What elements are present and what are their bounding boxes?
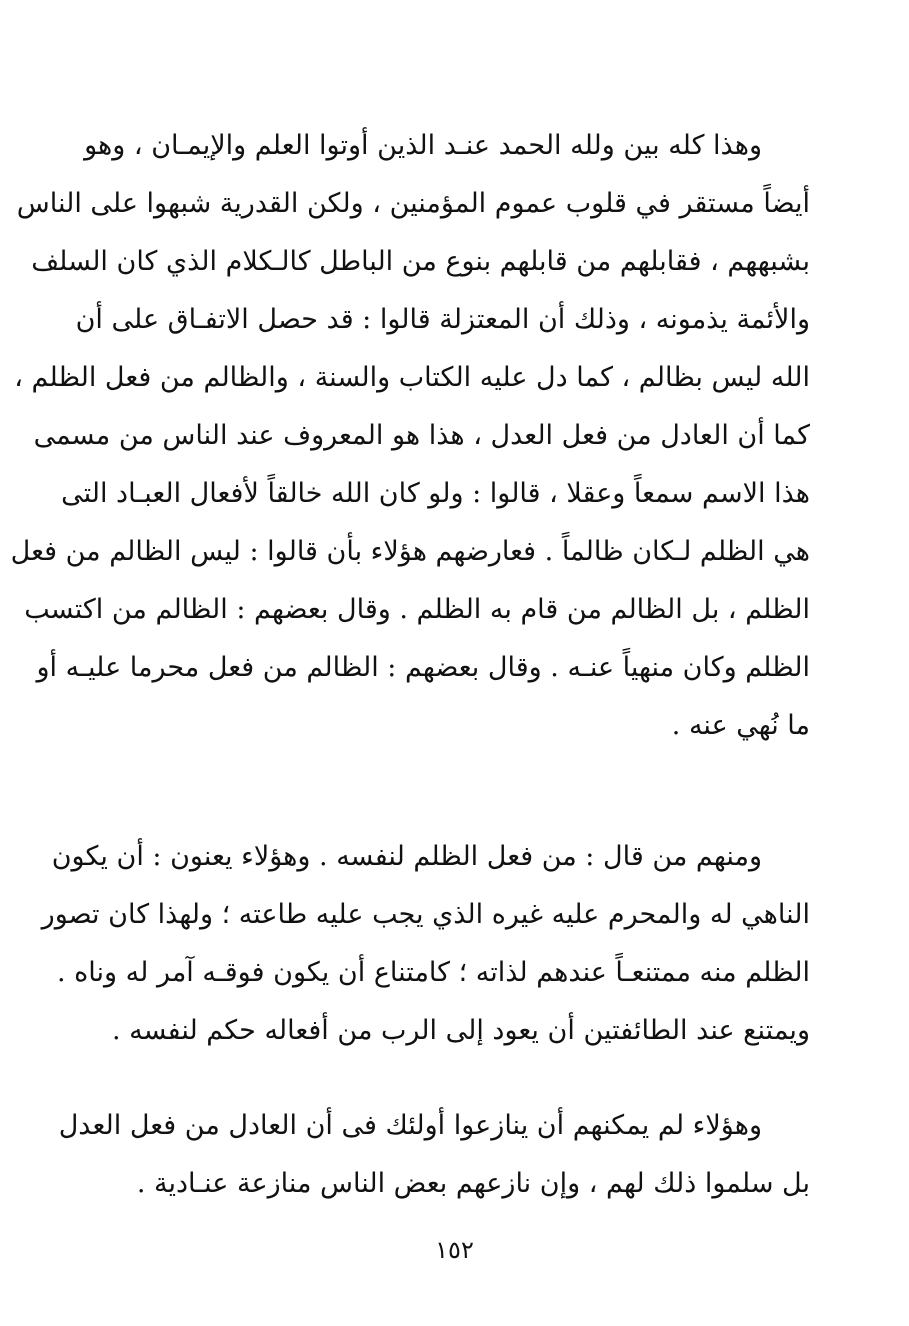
text-line: الظلم وكان منهياً عنـه . وقال بعضهم : الظالم من فعل محرما عليـه أو: [36, 652, 810, 683]
text-line: الناهي له والمحرم عليه غيره الذي يجب عليه طاعته ؛ ولهذا كان تصور: [41, 899, 810, 930]
text-line: أيضاً مستقر في قلوب عموم المؤمنين ، ولكن القدرية شبهوا على الناس: [16, 188, 810, 219]
paragraph-3: [58, 1097, 810, 1213]
text-line: كما أن العادل من فعل العدل ، هذا هو المعروف عند الناس من مسمى: [33, 420, 810, 451]
text-line: الظلم ، بل الظالم من قام به الظلم . وقال بعضهم : الظالم من اكتسب: [24, 594, 810, 625]
text-line: ما نُهي عنه .: [671, 710, 810, 741]
text-line: وهذا كله بين ولله الحمد عنـد الذين أوتوا العلم والإيمـان ، وهو: [84, 130, 762, 161]
page-number: ١٥٢: [435, 1236, 474, 1264]
text-line: الظلم منه ممتنعـاً عندهم لذاته ؛ كامتناع أن يكون فوقـه آمر له وناه .: [56, 957, 810, 988]
text-line: هذا الاسم سمعاً وعقلا ، قالوا : ولو كان الله خالقاً لأفعال العبـاد التى: [61, 478, 810, 509]
paragraph-1: [10, 117, 810, 755]
text-line: والأئمة يذمونه ، وذلك أن المعتزلة قالوا : قد حصل الاتفـاق على أن: [75, 304, 810, 335]
text-line: وهؤلاء لم يمكنهم أن ينازعوا أولئك فى أن العادل من فعل العدل: [58, 1110, 762, 1141]
text-line: ومنهم من قال : من فعل الظلم لنفسه . وهؤلاء يعنون : أن يكون: [51, 841, 762, 872]
text-line: بل سلموا ذلك لهم ، وإن نازعهم بعض الناس منازعة عنـادية .: [136, 1168, 810, 1199]
text-line: ويمتنع عند الطائفتين أن يعود إلى الرب من أفعاله حكم لنفسه .: [111, 1015, 810, 1046]
paragraph-2: [41, 828, 810, 1060]
text-line: هي الظلم لـكان ظالماً . فعارضهم هؤلاء بأن قالوا : ليس الظالم من فعل: [10, 536, 810, 567]
text-line: بشبههم ، فقابلهم من قابلهم بنوع من الباطل كالـكلام الذي كان السلف: [31, 246, 810, 277]
text-line: الله ليس بظالم ، كما دل عليه الكتاب والسنة ، والظالم من فعل الظلم ،: [14, 362, 810, 393]
